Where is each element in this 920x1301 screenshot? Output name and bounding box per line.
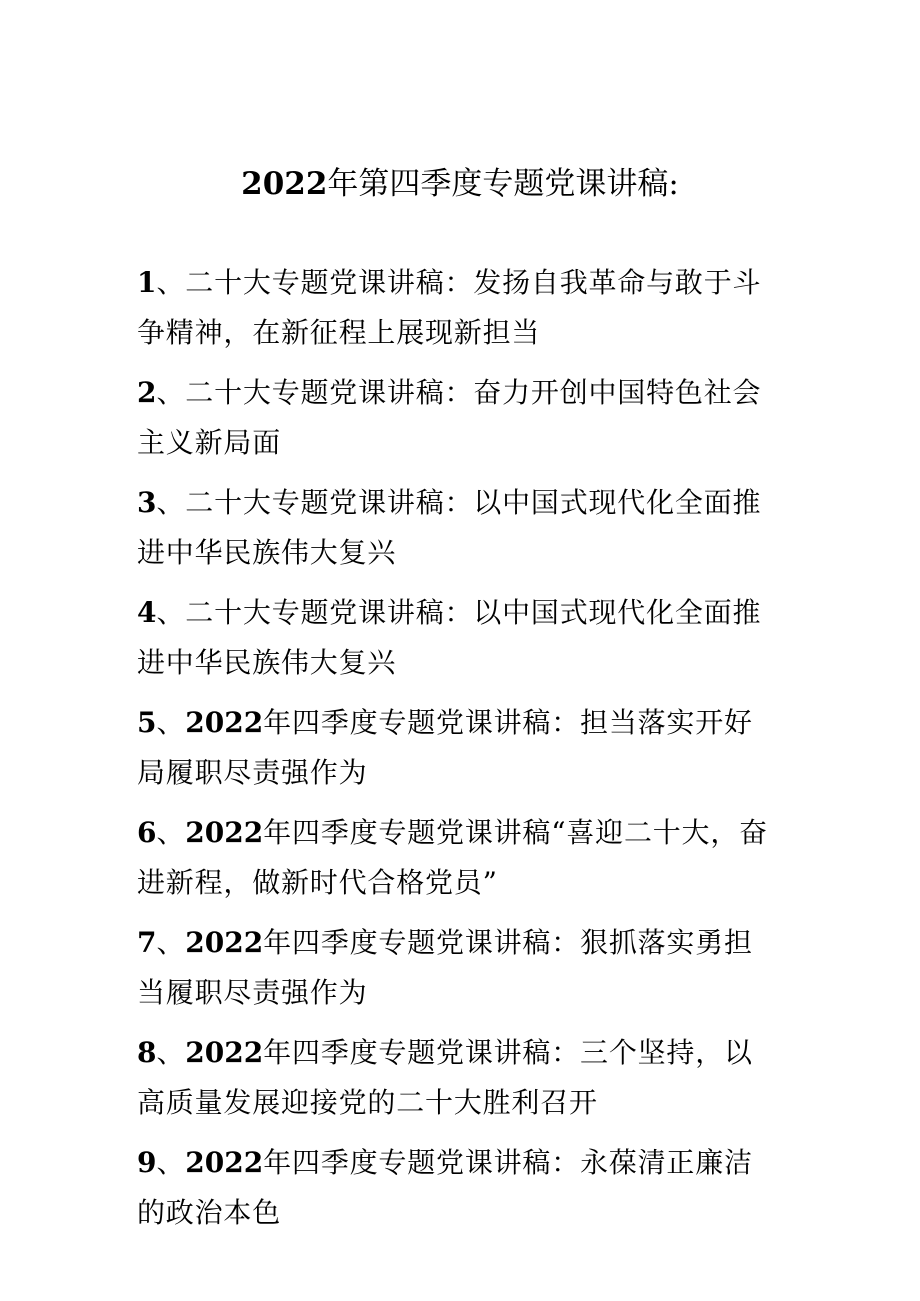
toc-item-index: 8 <box>137 1036 157 1069</box>
toc-item-index: 1 <box>137 266 157 299</box>
toc-item-year: 2022 <box>185 1146 264 1179</box>
toc-item <box>137 368 771 468</box>
toc-item <box>137 808 771 908</box>
toc-item-text: 二十大专题党课讲稿：以中国式现代化全面推进中华民族伟大复兴 <box>137 486 762 569</box>
toc-item-separator: 、 <box>156 1036 186 1069</box>
toc-item <box>137 478 771 578</box>
toc-item <box>137 258 771 358</box>
toc-item-index: 4 <box>137 596 157 629</box>
toc-item-year: 2022 <box>185 816 264 849</box>
toc-item-text: 二十大专题党课讲稿：发扬自我革命与敢于斗争精神，在新征程上展现新担当 <box>137 266 762 349</box>
toc-item <box>137 1028 771 1128</box>
toc-item-separator: 、 <box>156 816 186 849</box>
toc-item-separator: 、 <box>156 706 186 739</box>
toc-item-separator: 、 <box>156 1146 186 1179</box>
toc-item-text: 年四季度专题党课讲稿：永葆清正廉洁的政治本色 <box>137 1146 753 1229</box>
document-title <box>0 162 920 206</box>
toc-item-index: 5 <box>137 706 157 739</box>
toc-item-text: 年四季度专题党课讲稿：担当落实开好局履职尽责强作为 <box>137 706 753 789</box>
toc-item-separator: 、 <box>156 376 186 409</box>
toc-item-text: 年四季度专题党课讲稿：三个坚持，以高质量发展迎接党的二十大胜利召开 <box>137 1036 753 1119</box>
toc-item-separator: 、 <box>156 266 186 299</box>
toc-item-index: 2 <box>137 376 157 409</box>
toc-item-year: 2022 <box>185 926 264 959</box>
toc-item-year: 2022 <box>185 706 264 739</box>
toc-item-text: 年四季度专题党课讲稿：狠抓落实勇担当履职尽责强作为 <box>137 926 753 1009</box>
toc-item <box>137 698 771 798</box>
toc-item-text: 二十大专题党课讲稿：以中国式现代化全面推进中华民族伟大复兴 <box>137 596 762 679</box>
toc-list <box>137 258 771 1248</box>
toc-item <box>137 588 771 688</box>
toc-item-year: 2022 <box>185 1036 264 1069</box>
toc-item-index: 6 <box>137 816 157 849</box>
toc-item-index: 3 <box>137 486 157 519</box>
title-year: 2022 <box>241 166 328 202</box>
toc-item-separator: 、 <box>156 596 186 629</box>
toc-item-separator: 、 <box>156 486 186 519</box>
toc-item <box>137 918 771 1018</box>
title-text: 年第四季度专题党课讲稿: <box>327 166 679 202</box>
toc-item-text: 年四季度专题党课讲稿“喜迎二十大，奋进新程，做新时代合格党员” <box>137 816 768 899</box>
toc-item-index: 7 <box>137 926 157 959</box>
toc-item <box>137 1138 771 1238</box>
toc-item-text: 二十大专题党课讲稿：奋力开创中国特色社会主义新局面 <box>137 376 762 459</box>
toc-item-index: 9 <box>137 1146 157 1179</box>
toc-item-separator: 、 <box>156 926 186 959</box>
